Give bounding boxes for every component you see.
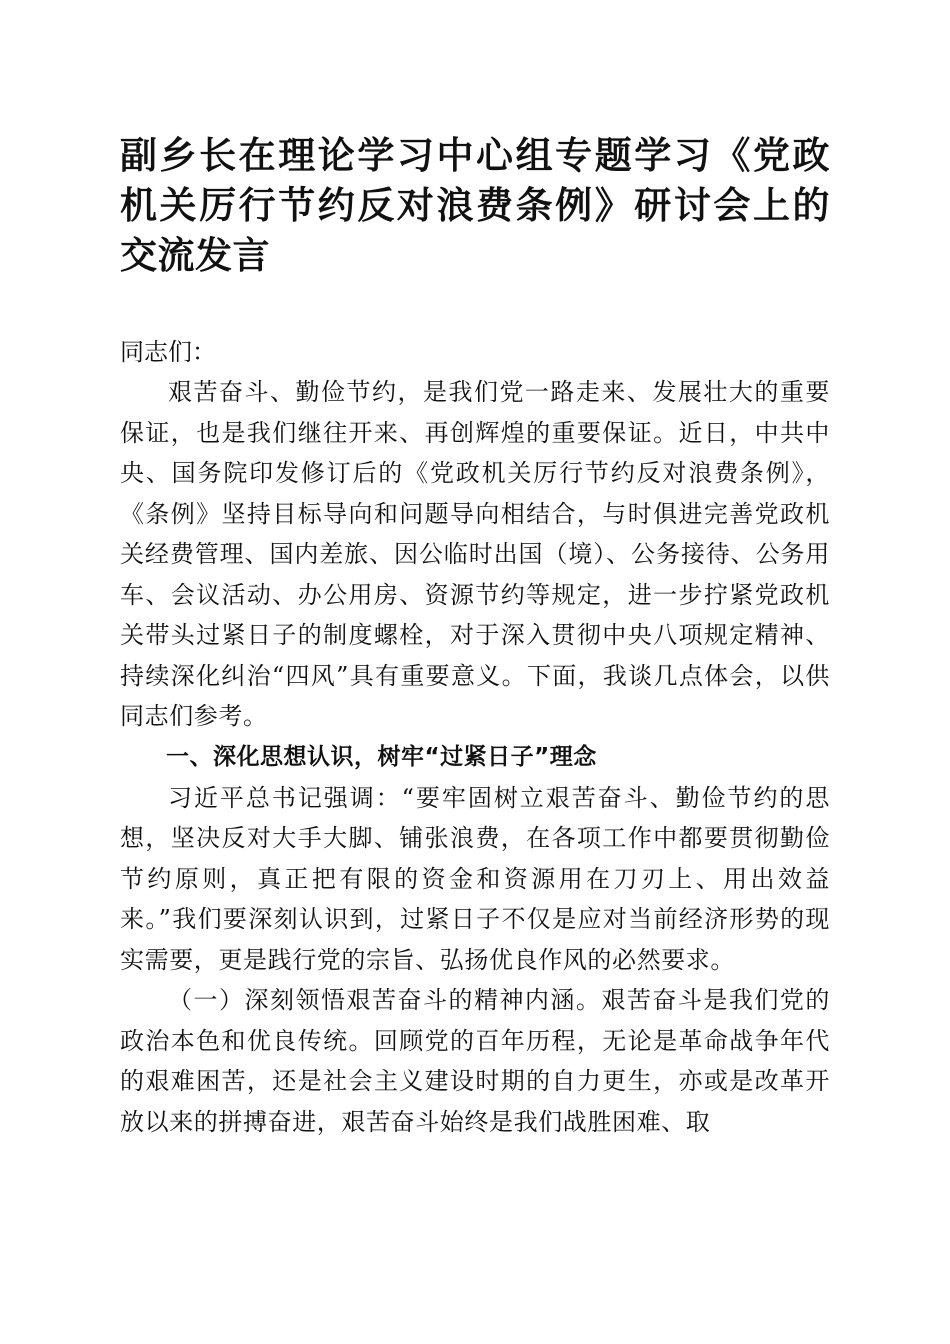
salutation: 同志们： <box>120 338 216 366</box>
subsection-1-lead: （一）深刻领悟艰苦奋斗的精神内涵。 <box>168 986 602 1014</box>
section-1-paragraph: 习近平总书记强调：“要牢固树立艰苦奋斗、勤俭节约的思想，坚决反对大手大脚、铺张浪费，在各项工作中都要贯彻勤俭节约原则，真正把有限的资金和资源用在刀刃上、用出效益来。”我们要深刻认识到，过紧日子不仅是应对当前经济形势的现实需要，更是践行党的宗旨、弘扬优良作风的必然要求。 <box>120 783 830 974</box>
document-page <box>120 130 830 1142</box>
intro-paragraph: 艰苦奋斗、勤俭节约，是我们党一路走来、发展壮大的重要保证，也是我们继往开来、再创辉煌的重要保证。近日，中共中央、国务院印发修订后的《党政机关厉行节约反对浪费条例》，《条例》坚持目标导向和问题导向相结合，与时俱进完善党政机关经费管理、国内差旅、因公临时出国（境）、公务接待、公务用车、会议活动、办公用房、资源节约等规定，进一步拧紧党政机关带头过紧日子的制度螺栓，对于深入贯彻中央八项规定精神、持续深化纠治“四风”具有重要意义。下面，我谈几点体会，以供同志们参考。 <box>120 378 830 730</box>
subsection-1-body: 艰苦奋斗是我们党的政治本色和优良传统。回顾党的百年历程，无论是革命战争年代的艰难困苦，还是社会主义建设时期的自力更生，亦或是改革开放以来的拼搏奋进，艰苦奋斗始终是我们战胜困难、取 <box>120 986 831 1136</box>
section-heading-1: 一、深化思想认识，树牢“过紧日子”理念 <box>166 743 597 770</box>
subsection-1-paragraph <box>120 980 830 1142</box>
document-title: 副乡长在理论学习中心组专题学习《党政机关厉行节约反对浪费条例》研讨会上的交流发言 <box>120 133 830 277</box>
